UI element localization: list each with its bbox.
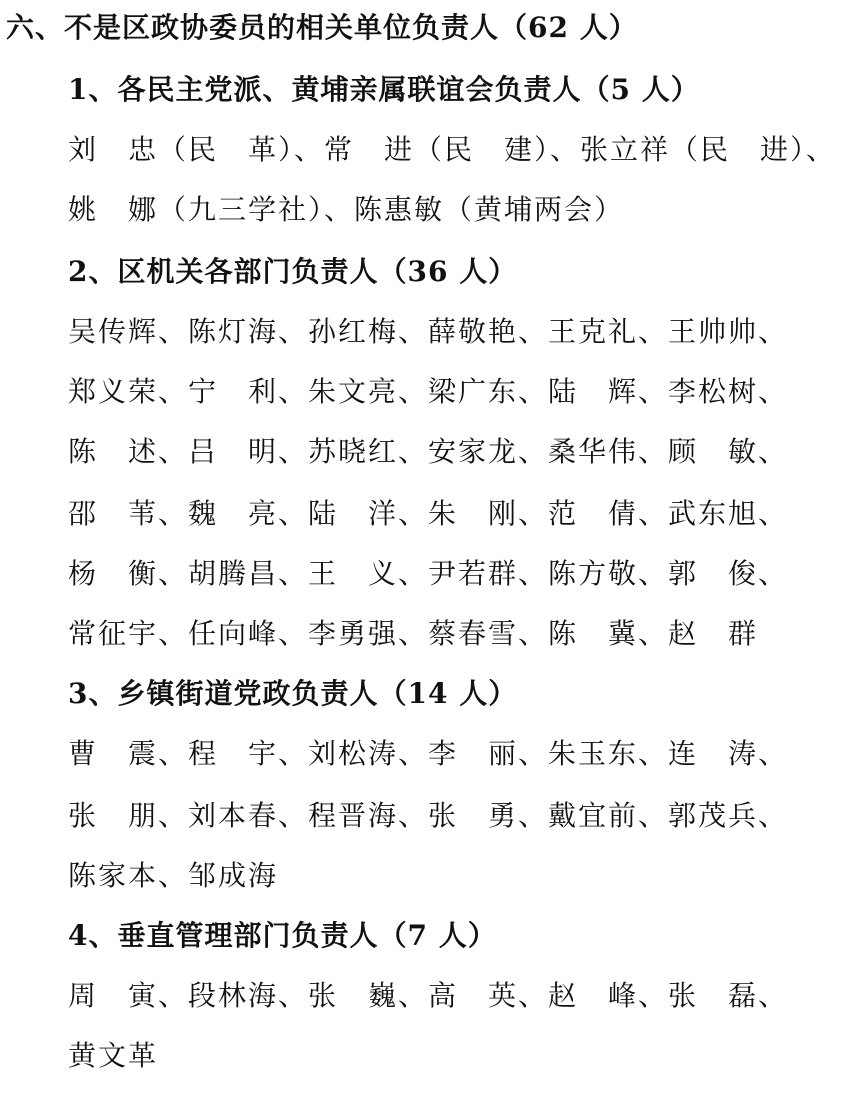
- main-heading: 六、不是区政协委员的相关单位负责人（62 人）: [6, 11, 638, 44]
- section-1-heading: 1、各民主党派、黄埔亲属联谊会负责人（5 人）: [68, 73, 700, 106]
- section-1-names-line: 刘 忠（民 革）、常 进（民 建）、张立祥（民 进）、: [68, 133, 837, 166]
- section-2-names-line: 邵 苇、魏 亮、陆 洋、朱 刚、范 倩、武东旭、: [68, 497, 789, 530]
- section-3-names-line: 曹 震、程 宇、刘松涛、李 丽、朱玉东、连 涛、: [68, 737, 789, 770]
- section-1-names-line: 姚 娜（九三学社）、陈惠敏（黄埔两会）: [68, 193, 625, 226]
- section-3-names-line: 陈家本、邹成海: [68, 859, 279, 892]
- section-3-names-line: 张 朋、刘本春、程晋海、张 勇、戴宜前、郭茂兵、: [68, 799, 789, 832]
- section-2-names-line: 吴传辉、陈灯海、孙红梅、薛敬艳、王克礼、王帅帅、: [68, 315, 789, 348]
- section-2-names-line: 常征宇、任向峰、李勇强、蔡春雪、陈 冀、赵 群: [68, 617, 759, 650]
- section-2-names-line: 陈 述、吕 明、苏晓红、安家龙、桑华伟、顾 敏、: [68, 435, 789, 468]
- section-4-names-line: 周 寅、段林海、张 巍、高 英、赵 峰、张 磊、: [68, 979, 789, 1012]
- section-2-heading: 2、区机关各部门负责人（36 人）: [68, 255, 518, 288]
- section-2-names-line: 杨 衡、胡腾昌、王 义、尹若群、陈方敬、郭 俊、: [68, 557, 789, 590]
- section-4-heading: 4、垂直管理部门负责人（7 人）: [68, 919, 497, 952]
- section-3-heading: 3、乡镇街道党政负责人（14 人）: [68, 677, 518, 710]
- section-2-names-line: 郑义荣、宁 利、朱文亮、梁广东、陆 辉、李松树、: [68, 375, 789, 408]
- section-4-names-line: 黄文革: [68, 1039, 159, 1072]
